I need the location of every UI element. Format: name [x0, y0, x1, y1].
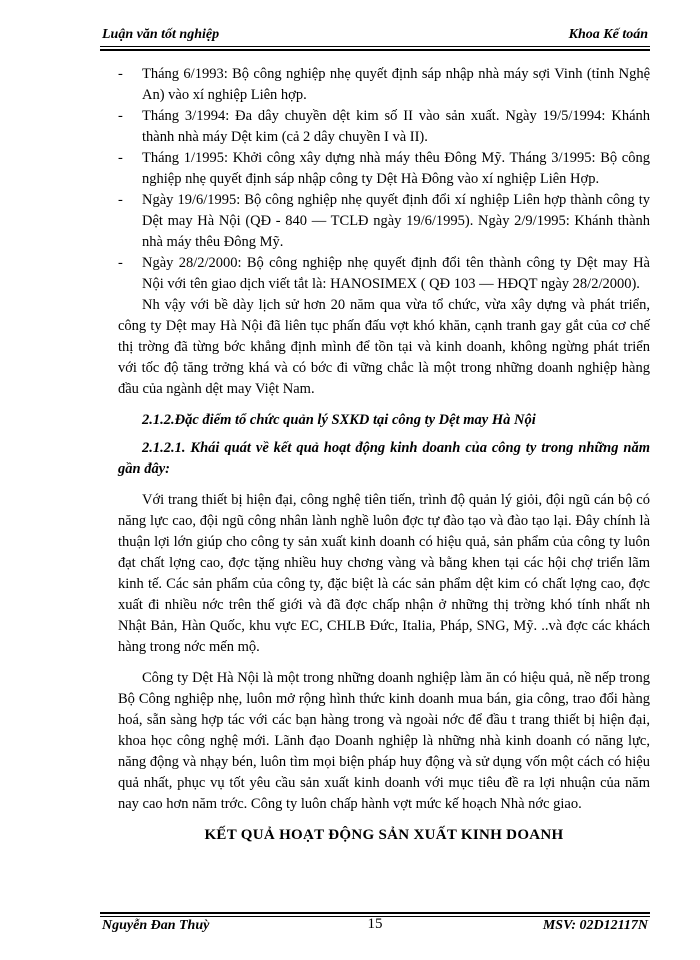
subsection-heading: 2.1.2.1. Khái quát về kết quả hoạt động kinh doanh của công ty trong những năm gần đây: — [118, 440, 650, 477]
page-header — [100, 27, 650, 47]
timeline-item — [118, 106, 650, 148]
footer-author: Nguyễn Đan Thuỳ — [102, 918, 210, 933]
timeline-text: Tháng 1/1995: Khởi công xây dựng nhà máy thêu Đông Mỹ. Tháng 3/1995: Bộ công nghiệp nhẹ quyết định sáp nhập công ty Dệt Hà Đông vào xí nghiệp Liên Hợp. — [142, 150, 650, 187]
timeline-item — [118, 253, 650, 295]
timeline-text: Tháng 3/1994: Đa dây chuyền dệt kim số II vào sản xuất. Ngày 19/5/1994: Khánh thành nhà máy Dệt kim (cả 2 dây chuyền I và II). — [142, 108, 650, 145]
timeline-item — [118, 148, 650, 190]
header-thesis-label: Luận văn tốt nghiệp — [102, 27, 220, 42]
list-dash: - — [118, 150, 123, 166]
timeline-text: Ngày 28/2/2000: Bộ công nghiệp nhẹ quyết định đổi tên thành công ty Dệt may Hà Nội với tên giao dịch viết tắt là: HANOSIMEX ( QĐ 103 — HĐQT ngày 28/2/2000). — [142, 255, 650, 292]
list-dash: - — [118, 255, 123, 271]
header-department-label: Khoa Kế toán — [568, 27, 648, 42]
timeline-item — [118, 64, 650, 106]
footer-rule-thick — [100, 912, 650, 914]
timeline-item — [118, 190, 650, 253]
body-content — [118, 64, 650, 846]
page-number: 15 — [367, 916, 383, 932]
header-rule-thick — [100, 49, 650, 51]
page-footer — [100, 918, 650, 938]
history-summary-paragraph: Nh vậy với bề dày lịch sử hơn 20 năm qua vừa tổ chức, vừa xây dựng và phát triển, công ty Dệt may Hà Nội đã liên tục phấn đấu vợt khó khăn, cạnh tranh gay gắt của cơ chế thị trờng đã từng bớc khẳng định mình để tồn tại và kinh doanh, không ngừng phát triển với tốc độ tăng trởng khá và có bớc đi vững chắc là một trong những doanh nghiệp hàng đầu của ngành dệt may Việt Nam. — [118, 297, 650, 397]
list-dash: - — [118, 66, 123, 82]
timeline-list — [118, 64, 650, 295]
list-dash: - — [118, 192, 123, 208]
header-rule-thin — [100, 46, 650, 47]
timeline-text: Ngày 19/6/1995: Bộ công nghiệp nhẹ quyết định đổi xí nghiệp Liên hợp thành công ty Dệt may Hà Nội (QĐ - 840 — TCLĐ ngày 19/6/1995). Ngày 2/9/1995: Khánh thành nhà máy thêu Đông Mỹ. — [142, 192, 650, 250]
list-dash: - — [118, 108, 123, 124]
results-section-title: KẾT QUẢ HOẠT ĐỘNG SẢN XUẤT KINH DOANH — [204, 827, 564, 843]
timeline-text: Tháng 6/1993: Bộ công nghiệp nhẹ quyết định sáp nhập nhà máy sợi Vinh (tỉnh Nghệ An) vào xí nghiệp Liên hợp. — [142, 66, 650, 103]
footer-student-code: MSV: 02D12117N — [542, 918, 648, 933]
section-heading: 2.1.2.Đặc điểm tổ chức quản lý SXKD tại công ty Dệt may Hà Nội — [142, 412, 536, 428]
business-results-paragraph: Với trang thiết bị hiện đại, công nghệ tiên tiến, trình độ quản lý giỏi, đội ngũ cán bộ có năng lực cao, đội ngũ công nhân lành nghề luôn đợc tự đào tạo và đào tạo lại. Đây chính là thuận lợi lớn giúp cho công ty sản xuất kinh doanh có hiệu quả, sản phẩm của công ty luôn đạt chất lợng cao, đợc tặng nhiều huy chơng vàng và bằng khen tại các hội chợ triển lãm kinh tế. Các sản phẩm của công ty, đặc biệt là các sản phẩm dệt kim có chất lợng cao, đợc xuất đi nhiều nớc trên thế giới và đã đợc chấp nhận ở những thị trờng khó tính nhất nh Nhật Bản, Hàn Quốc, khu vực EC, CHLB Đức, Italia, Pháp, SNG, Mỹ. ..và đợc các khách hàng trong nớc mến mộ. — [118, 492, 650, 655]
company-overview-paragraph: Công ty Dệt Hà Nội là một trong những doanh nghiệp làm ăn có hiệu quả, nề nếp trong Bộ Công nghiệp nhẹ, luôn mở rộng hình thức kinh doanh mua bán, gia công, trao đổi hàng hoá, sẵn sàng hợp tác với các bạn hàng trong và ngoài nớc để đầu t trang thiết bị hiện đại, khoa học công nghệ mới. Lãnh đạo Doanh nghiệp là những nhà kinh doanh có năng lực, năng động và nhạy bén, luôn tìm mọi biện pháp huy động và sử dụng vốn một cách có hiệu quả nhất, phục vụ tốt yêu cầu sản xuất kinh doanh với mục tiêu đề ra lợi nhuận của năm nay cao hơn năm trớc. Công ty luôn chấp hành vợt mức kế hoạch Nhà nớc giao. — [118, 670, 650, 812]
